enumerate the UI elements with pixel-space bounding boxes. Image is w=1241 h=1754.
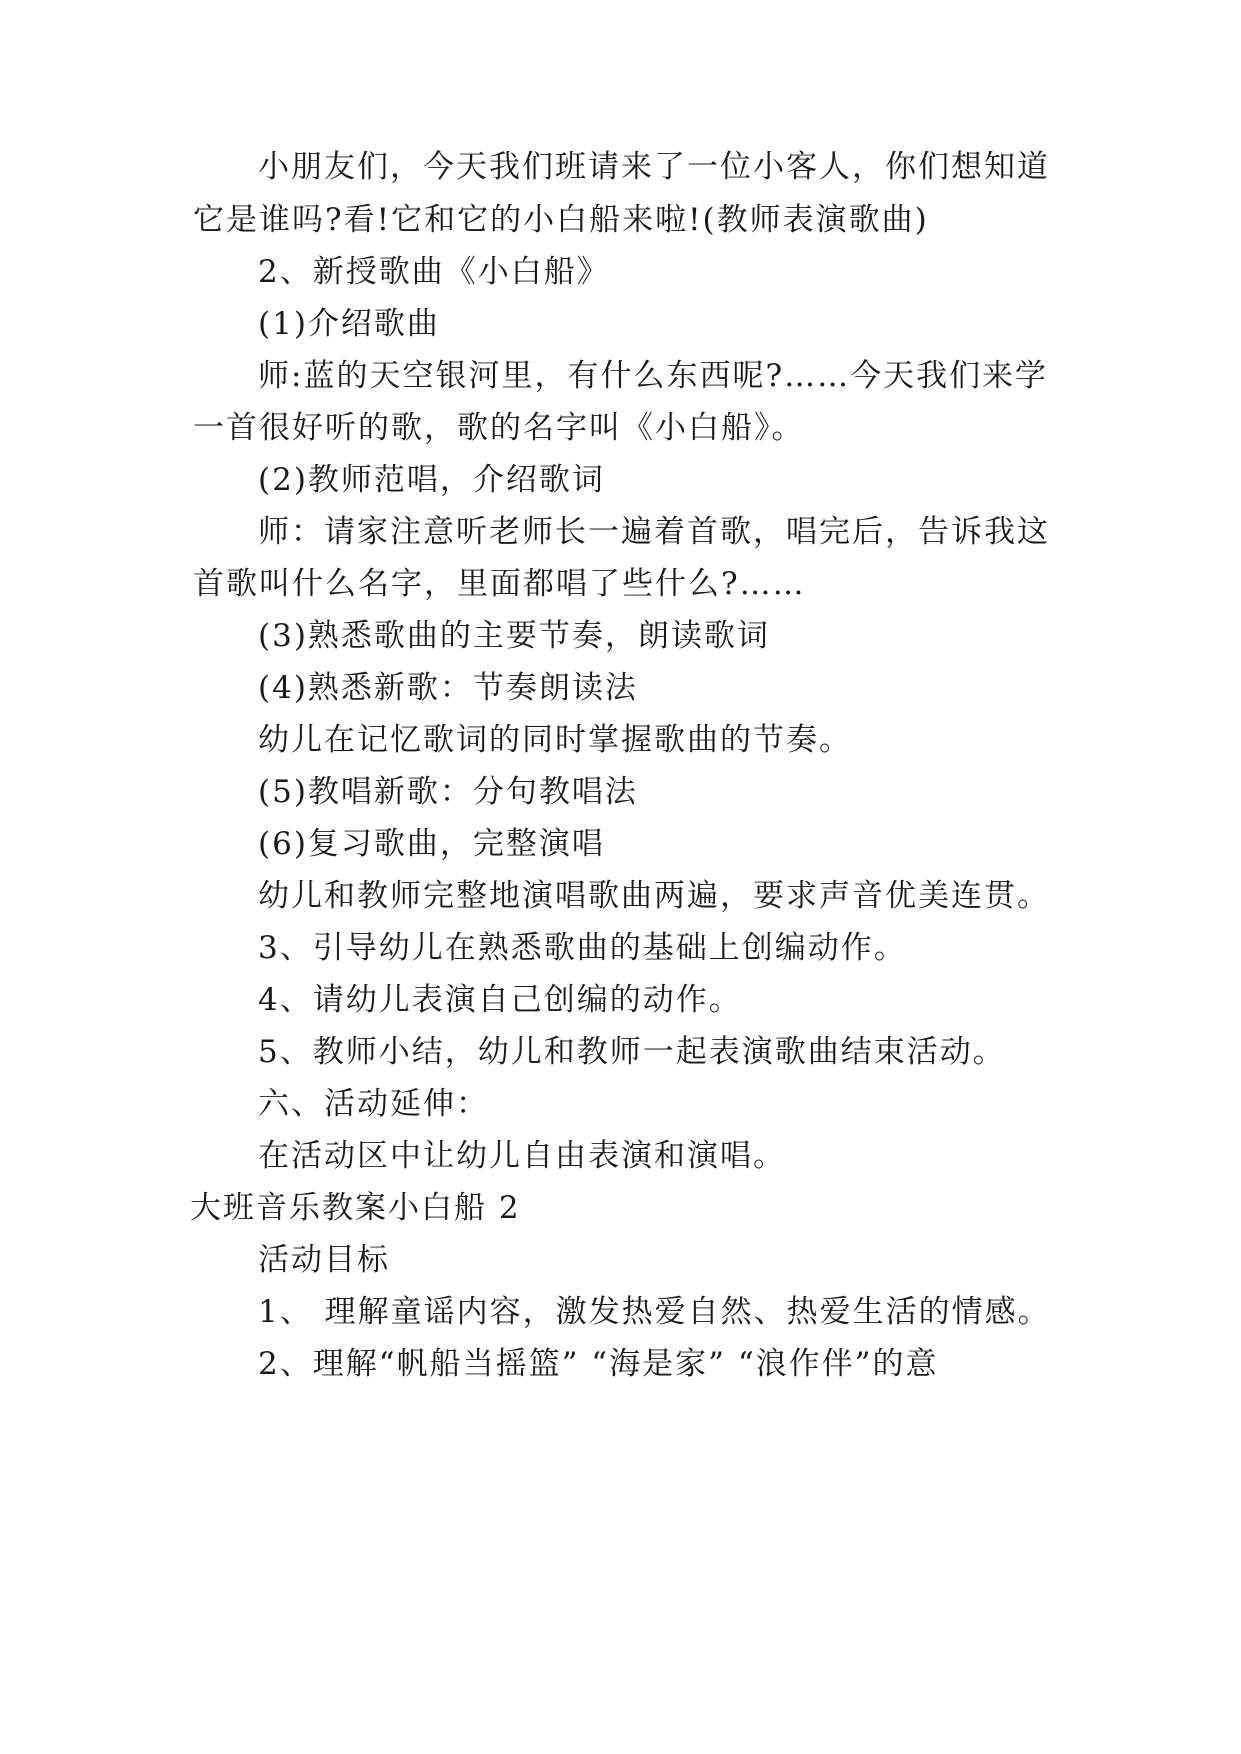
paragraph-line-teacher-1: 师:蓝的天空银河里，有什么东西呢?……今天我们来学 [258,358,1049,394]
paragraph-line-sing-twice: 幼儿和教师完整地演唱歌曲两遍，要求声音优美连贯。 [258,878,1050,914]
substep-teach-sing: (5)教唱新歌：分句教唱法 [258,774,638,810]
paragraph-line-teacher-1-cont: 一首很好听的歌，歌的名字叫《小白船》。 [193,410,805,446]
substep-teacher-demo: (2)教师范唱，介绍歌词 [258,462,605,498]
step-summary: 5、教师小结，幼儿和教师一起表演歌曲结束活动。 [258,1034,1006,1070]
substep-introduce-song: (1)介绍歌曲 [258,306,440,342]
section-heading-goals: 活动目标 [258,1242,390,1278]
substep-review: (6)复习歌曲，完整演唱 [258,826,605,862]
section-heading-extension: 六、活动延伸： [258,1086,489,1122]
paragraph-line-intro: 小朋友们，今天我们班请来了一位小客人，你们想知道 [258,149,1050,185]
goal-item-1: 1、 理解童谣内容，激发热爱自然、热爱生活的情感。 [258,1294,1051,1330]
document-title-2: 大班音乐教案小白船 2 [190,1190,521,1226]
substep-rhythm: (3)熟悉歌曲的主要节奏，朗读歌词 [258,618,770,654]
goal-item-2: 2、理解“帆船当摇篮” “海是家” “浪作伴”的意 [258,1346,939,1382]
step-heading-new-song: 2、新授歌曲《小白船》 [258,254,610,290]
paragraph-line-teacher-2-cont: 首歌叫什么名字，里面都唱了些什么?…… [193,566,806,602]
paragraph-line-memory: 幼儿在记忆歌词的同时掌握歌曲的节奏。 [258,722,852,758]
step-create-moves: 3、引导幼儿在熟悉歌曲的基础上创编动作。 [258,930,907,966]
paragraph-line-teacher-2: 师：请家注意听老师长一遍着首歌，唱完后，告诉我这 [258,514,1050,550]
step-perform-moves: 4、请幼儿表演自己创编的动作。 [258,982,742,1018]
paragraph-line-extension: 在活动区中让幼儿自由表演和演唱。 [258,1138,786,1174]
paragraph-line-intro-cont: 它是谁吗?看!它和它的小白船来啦!(教师表演歌曲) [193,202,929,238]
substep-new-song: (4)熟悉新歌：节奏朗读法 [258,670,638,706]
